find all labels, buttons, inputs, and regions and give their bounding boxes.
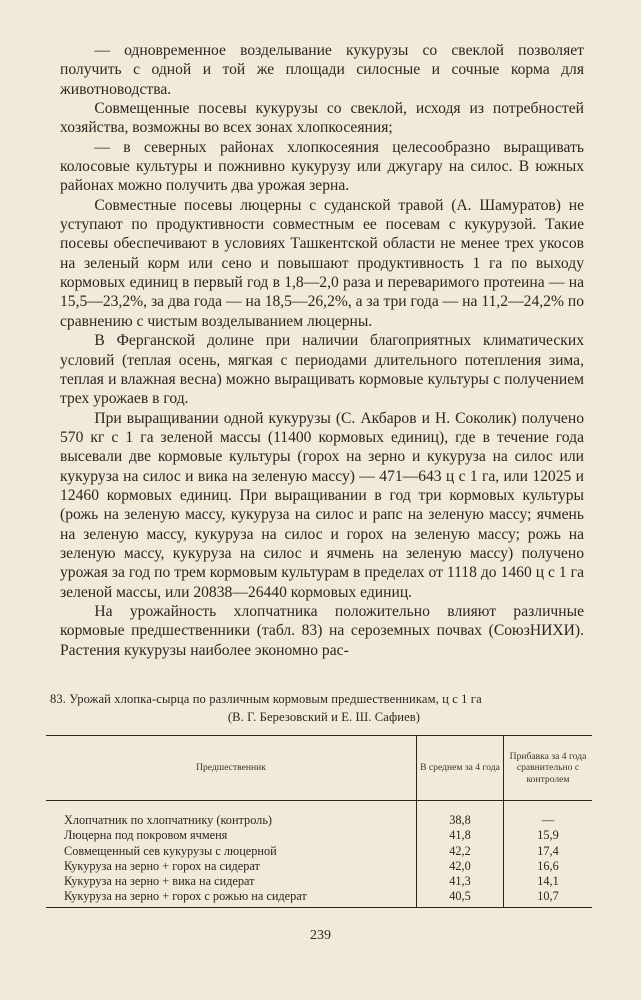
table-cell: — — [504, 801, 593, 829]
paragraph: Совмещенные посевы кукурузы со свеклой, исходя из потребностей хозяйства, возможны во всех зонах хлопкосеяния; — [60, 100, 584, 137]
body-text — [60, 41, 584, 660]
table-header-row — [46, 736, 592, 801]
table-row — [46, 874, 592, 889]
paragraph: При выращивании одной кукурузы (С. Акбаров и Н. Соколик) получено 570 кг с 1 га зеленой массы (11400 кормовых единиц), где в течение года высевали две кормовые культуры (горох на зерно и кукуруза на силос или кукуруза на силос и вика на зеленую массу) — 471—643 ц с 1 га, или 12025 и 12460 кормовых единиц. При выращивании в год три кормовых культуры (рожь на зеленую массу, кукуруза на силос и рапс на зеленую массу; ячмень на зеленую массу, кукуруза на силос и горох на зеленую массу; рожь на зеленую массу, кукуруза на силос и ячмень на зеленую массу) получено урожая за год по трем кормовым культурам в пределах от 1118 до 1460 ц с 1 га зеленой массы, или 20838—26440 кормовых единиц. — [60, 409, 584, 601]
table-cell: 41,8 — [417, 828, 504, 843]
table-container — [46, 735, 592, 908]
table-cell: 17,4 — [504, 844, 593, 859]
table-source: (В. Г. Березовский и Е. Ш. Сафиев) — [227, 710, 421, 724]
paragraph: В Ферганской долине при наличии благоприятных климатических условий (теплая осень, мягкая с периодами длительного потепления зима, теплая и влажная весна) можно выращивать кормовые культуры с получением трех урожаев в год. — [60, 332, 584, 408]
table-cell: Кукуруза на зерно + горох с рожью на сидерат — [46, 889, 417, 907]
table-cell: 40,5 — [417, 889, 504, 907]
column-header: Прибавка за 4 года сравнительно с контролем — [504, 736, 593, 801]
table-row — [46, 889, 592, 907]
table-caption — [50, 690, 598, 726]
paragraph: Совместные посевы люцерны с суданской травой (А. Шамуратов) не уступают по продуктивности совместным ее посевам с кукурузой. Такие посевы обеспечивают в условиях Ташкентской области не менее трех укосов на зеленый корм или сено и повышают продуктивность 1 га по выходу кормовых единиц в первый год в 1,8—2,0 раза и переваримого протеина — на 15,5—23,2%, за два года — на 18,5—26,2%, а за три года — на 11,2—24,2% по сравнению с чистым возделыванием люцерны. — [60, 196, 584, 330]
table-cell: 15,9 — [504, 828, 593, 843]
column-header: Предшественник — [46, 736, 417, 801]
data-table — [46, 735, 592, 908]
table-cell: 16,6 — [504, 859, 593, 874]
table-cell: 38,8 — [417, 801, 504, 829]
paragraph: На урожайность хлопчатника положительно влияют различные кормовые предшественники (табл. 83) на сероземных почвах (СоюзНИХИ). Растения кукурузы наиболее экономно рас- — [60, 602, 584, 659]
table-cell: Хлопчатник по хлопчатнику (контроль) — [64, 813, 273, 827]
table-cell: 41,3 — [417, 874, 504, 889]
table-row — [46, 828, 592, 843]
column-header: В среднем за 4 года — [417, 736, 504, 801]
table-title: 83. Урожай хлопка-сырца по различным кормовым предшественникам, ц с 1 га — [50, 692, 482, 706]
paragraph: — в северных районах хлопкосеяния целесообразно выращивать колосовые культуры и пожнивно кукурузу или джугару на силос. В южных районах можно получить два урожая зерна. — [60, 138, 584, 195]
table-cell: 14,1 — [504, 874, 593, 889]
table-cell: Люцерна под покровом ячменя — [64, 828, 228, 843]
table-cell: Кукуруза на зерно + вика на сидерат — [64, 874, 255, 889]
table-cell: 10,7 — [504, 889, 593, 907]
page-number: 239 — [310, 928, 331, 943]
table-cell: 42,0 — [417, 859, 504, 874]
paragraph: — одновременное возделывание кукурузы со свеклой позволяет получить с одной и той же площади силосные и сочные корма для животноводства. — [60, 42, 584, 98]
table-row — [46, 801, 592, 829]
table-cell: 42,2 — [417, 844, 504, 859]
table-row — [46, 844, 592, 859]
table-row — [46, 859, 592, 874]
table-cell: Кукуруза на зерно + горох на сидерат — [64, 858, 260, 873]
table-cell: Совмещенный сев кукурузы с люцерной — [64, 843, 277, 858]
